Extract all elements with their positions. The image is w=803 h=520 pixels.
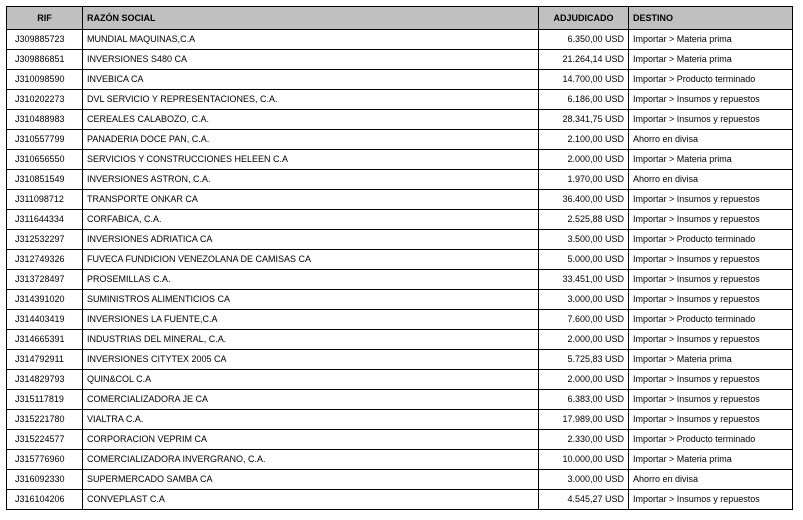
- destino-cell: Importar > Producto terminado: [629, 230, 793, 250]
- rif-cell: J314665391: [7, 330, 83, 350]
- adjudicado-cell: 10.000,00 USD: [539, 450, 629, 470]
- razon-social-cell: QUIN&COL C.A: [83, 370, 539, 390]
- adjudicado-cell: 2.330,00 USD: [539, 430, 629, 450]
- table-row: [7, 490, 793, 510]
- rif-cell: J310656550: [7, 150, 83, 170]
- rif-cell: J311644334: [7, 210, 83, 230]
- destino-cell: Importar > Insumos y repuestos: [629, 90, 793, 110]
- table-row: [7, 210, 793, 230]
- adjudicado-cell: 2.100,00 USD: [539, 130, 629, 150]
- razon-social-cell: INVERSIONES ASTRON, C.A.: [83, 170, 539, 190]
- table-row: [7, 310, 793, 330]
- table-row: [7, 410, 793, 430]
- rif-cell: J316104206: [7, 490, 83, 510]
- razon-social-cell: CORPORACION VEPRIM CA: [83, 430, 539, 450]
- destino-cell: Importar > Materia prima: [629, 30, 793, 50]
- adjudicado-cell: 21.264,14 USD: [539, 50, 629, 70]
- table-row: [7, 390, 793, 410]
- destino-cell: Importar > Insumos y repuestos: [629, 390, 793, 410]
- razon-social-cell: INDUSTRIAS DEL MINERAL, C.A.: [83, 330, 539, 350]
- allocation-table-container: [6, 6, 793, 510]
- destino-cell: Importar > Insumos y repuestos: [629, 270, 793, 290]
- rif-cell: J315221780: [7, 410, 83, 430]
- destino-cell: Importar > Insumos y repuestos: [629, 250, 793, 270]
- razon-social-cell: SUMINISTROS ALIMENTICIOS CA: [83, 290, 539, 310]
- table-row: [7, 50, 793, 70]
- rif-cell: J316092330: [7, 470, 83, 490]
- rif-cell: J310202273: [7, 90, 83, 110]
- table-row: [7, 470, 793, 490]
- destino-cell: Ahorro en divisa: [629, 130, 793, 150]
- column-header-destino: DESTINO: [629, 7, 793, 30]
- razon-social-cell: DVL SERVICIO Y REPRESENTACIONES, C.A.: [83, 90, 539, 110]
- table-row: [7, 330, 793, 350]
- razon-social-cell: FUVECA FUNDICION VENEZOLANA DE CAMISAS CA: [83, 250, 539, 270]
- adjudicado-cell: 3.000,00 USD: [539, 290, 629, 310]
- destino-cell: Importar > Producto terminado: [629, 70, 793, 90]
- adjudicado-cell: 3.000,00 USD: [539, 470, 629, 490]
- table-header-row: [7, 7, 793, 30]
- table-row: [7, 150, 793, 170]
- rif-cell: J315117819: [7, 390, 83, 410]
- table-row: [7, 270, 793, 290]
- adjudicado-cell: 3.500,00 USD: [539, 230, 629, 250]
- destino-cell: Importar > Materia prima: [629, 450, 793, 470]
- column-header-razon-social: RAZÓN SOCIAL: [83, 7, 539, 30]
- destino-cell: Importar > Insumos y repuestos: [629, 290, 793, 310]
- razon-social-cell: CORFABICA, C.A.: [83, 210, 539, 230]
- razon-social-cell: INVERSIONES CITYTEX 2005 CA: [83, 350, 539, 370]
- allocation-table: [6, 6, 793, 510]
- destino-cell: Importar > Materia prima: [629, 350, 793, 370]
- adjudicado-cell: 1.970,00 USD: [539, 170, 629, 190]
- rif-cell: J313728497: [7, 270, 83, 290]
- adjudicado-cell: 2.000,00 USD: [539, 370, 629, 390]
- rif-cell: J314403419: [7, 310, 83, 330]
- table-row: [7, 290, 793, 310]
- destino-cell: Importar > Materia prima: [629, 50, 793, 70]
- table-row: [7, 190, 793, 210]
- destino-cell: Importar > Insumos y repuestos: [629, 490, 793, 510]
- rif-cell: J309886851: [7, 50, 83, 70]
- adjudicado-cell: 2.000,00 USD: [539, 150, 629, 170]
- destino-cell: Importar > Insumos y repuestos: [629, 110, 793, 130]
- rif-cell: J314792911: [7, 350, 83, 370]
- adjudicado-cell: 6.350,00 USD: [539, 30, 629, 50]
- razon-social-cell: INVERSIONES LA FUENTE,C.A: [83, 310, 539, 330]
- destino-cell: Importar > Insumos y repuestos: [629, 190, 793, 210]
- razon-social-cell: PROSEMILLAS C.A.: [83, 270, 539, 290]
- destino-cell: Importar > Insumos y repuestos: [629, 410, 793, 430]
- table-row: [7, 230, 793, 250]
- adjudicado-cell: 2.525,88 USD: [539, 210, 629, 230]
- adjudicado-cell: 5.725,83 USD: [539, 350, 629, 370]
- destino-cell: Importar > Materia prima: [629, 150, 793, 170]
- rif-cell: J311098712: [7, 190, 83, 210]
- razon-social-cell: TRANSPORTE ONKAR CA: [83, 190, 539, 210]
- adjudicado-cell: 6.186,00 USD: [539, 90, 629, 110]
- adjudicado-cell: 17.989,00 USD: [539, 410, 629, 430]
- adjudicado-cell: 36.400,00 USD: [539, 190, 629, 210]
- adjudicado-cell: 6.383,00 USD: [539, 390, 629, 410]
- adjudicado-cell: 28.341,75 USD: [539, 110, 629, 130]
- table-row: [7, 70, 793, 90]
- rif-cell: J314391020: [7, 290, 83, 310]
- razon-social-cell: COMERCIALIZADORA JE CA: [83, 390, 539, 410]
- razon-social-cell: PANADERIA DOCE PAN, C.A.: [83, 130, 539, 150]
- destino-cell: Importar > Producto terminado: [629, 310, 793, 330]
- rif-cell: J309885723: [7, 30, 83, 50]
- razon-social-cell: COMERCIALIZADORA INVERGRANO, C.A.: [83, 450, 539, 470]
- column-header-adjudicado: ADJUDICADO: [539, 7, 629, 30]
- table-row: [7, 350, 793, 370]
- adjudicado-cell: 14.700,00 USD: [539, 70, 629, 90]
- table-row: [7, 30, 793, 50]
- table-row: [7, 450, 793, 470]
- rif-cell: J315776960: [7, 450, 83, 470]
- razon-social-cell: SUPERMERCADO SAMBA CA: [83, 470, 539, 490]
- column-header-rif: RIF: [7, 7, 83, 30]
- destino-cell: Importar > Insumos y repuestos: [629, 330, 793, 350]
- razon-social-cell: CEREALES CALABOZO, C.A.: [83, 110, 539, 130]
- table-row: [7, 90, 793, 110]
- destino-cell: Importar > Insumos y repuestos: [629, 210, 793, 230]
- rif-cell: J310851549: [7, 170, 83, 190]
- rif-cell: J310557799: [7, 130, 83, 150]
- rif-cell: J312749326: [7, 250, 83, 270]
- razon-social-cell: INVERSIONES ADRIATICA CA: [83, 230, 539, 250]
- adjudicado-cell: 7.600,00 USD: [539, 310, 629, 330]
- rif-cell: J314829793: [7, 370, 83, 390]
- table-row: [7, 430, 793, 450]
- rif-cell: J315224577: [7, 430, 83, 450]
- adjudicado-cell: 33.451,00 USD: [539, 270, 629, 290]
- table-row: [7, 370, 793, 390]
- table-row: [7, 250, 793, 270]
- razon-social-cell: VIALTRA C.A.: [83, 410, 539, 430]
- rif-cell: J312532297: [7, 230, 83, 250]
- rif-cell: J310488983: [7, 110, 83, 130]
- razon-social-cell: INVERSIONES S480 CA: [83, 50, 539, 70]
- destino-cell: Importar > Insumos y repuestos: [629, 370, 793, 390]
- razon-social-cell: INVEBICA CA: [83, 70, 539, 90]
- adjudicado-cell: 5.000,00 USD: [539, 250, 629, 270]
- table-row: [7, 110, 793, 130]
- razon-social-cell: CONVEPLAST C.A: [83, 490, 539, 510]
- razon-social-cell: SERVICIOS Y CONSTRUCCIONES HELEEN C.A: [83, 150, 539, 170]
- destino-cell: Importar > Producto terminado: [629, 430, 793, 450]
- razon-social-cell: MUNDIAL MAQUINAS,C.A: [83, 30, 539, 50]
- destino-cell: Ahorro en divisa: [629, 470, 793, 490]
- rif-cell: J310098590: [7, 70, 83, 90]
- destino-cell: Ahorro en divisa: [629, 170, 793, 190]
- adjudicado-cell: 4.545,27 USD: [539, 490, 629, 510]
- table-body: [7, 30, 793, 510]
- table-row: [7, 170, 793, 190]
- adjudicado-cell: 2.000,00 USD: [539, 330, 629, 350]
- table-row: [7, 130, 793, 150]
